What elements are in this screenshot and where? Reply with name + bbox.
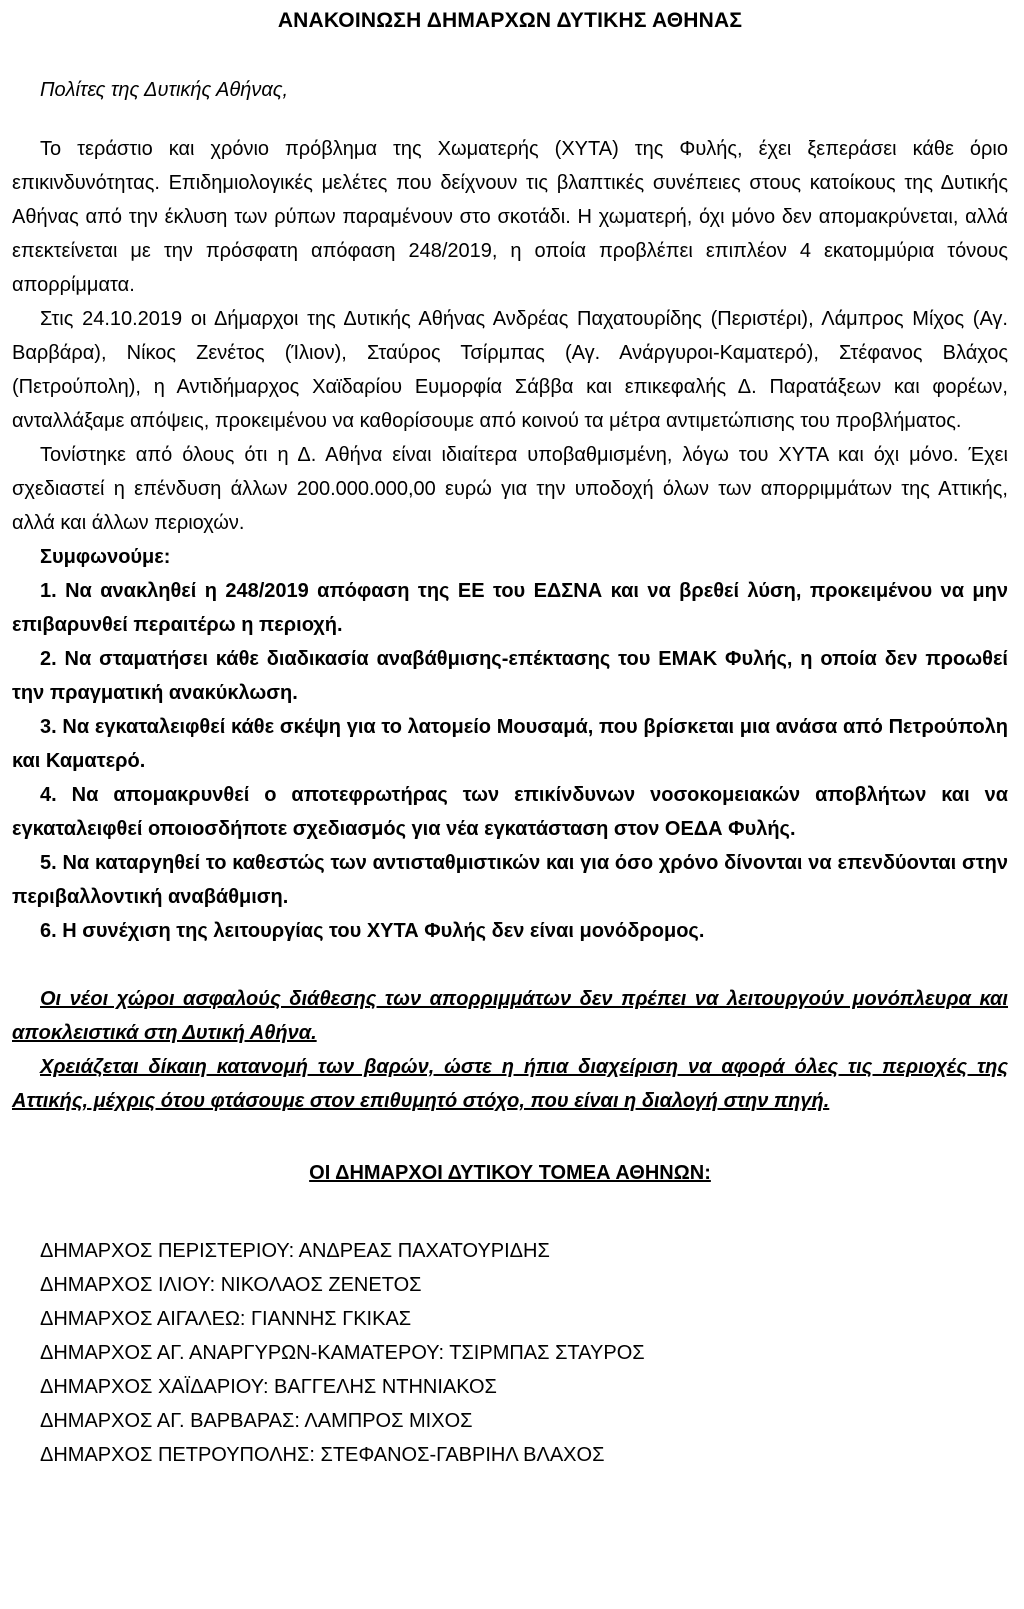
paragraph-degradation: Τονίστηκε από όλους ότι η Δ. Αθήνα είναι ιδιαίτερα υποβαθμισμένη, λόγω του ΧΥΤΑ και όχι μόνο. Έχει σχεδιαστεί η επένδυση άλλων 200.000.000,00 ευρώ για την υποδοχή όλων των απορριμμάτων της Αττικής, αλλά και άλλων περιοχών.: [12, 444, 1008, 534]
agreement-list: [12, 574, 1008, 948]
agreement-item: 2. Να σταματήσει κάθε διαδικασία αναβάθμισης-επέκτασης του ΕΜΑΚ Φυλής, η οποία δεν προωθεί την πραγματική ανακύκλωση.: [12, 648, 1008, 704]
agreement-item: 1. Να ανακληθεί η 248/2019 απόφαση της ΕΕ του ΕΔΣΝΑ και να βρεθεί λύση, προκειμένου να μην επιβαρυνθεί περαιτέρω η περιοχή.: [12, 580, 1008, 636]
mayor-entry: ΔΗΜΑΡΧΟΣ ΑΓ. ΑΝΑΡΓΥΡΩΝ-ΚΑΜΑΤΕΡΟΥ: ΤΣΙΡΜΠΑΣ ΣΤΑΥΡΟΣ: [40, 1342, 645, 1364]
mayors-list: [40, 1234, 1008, 1472]
agreement-item: 5. Να καταργηθεί το καθεστώς των αντισταθμιστικών και για όσο χρόνο δίνονται να επενδύονται στην περιβαλλοντική αναβάθμιση.: [12, 852, 1008, 908]
mayor-entry: ΔΗΜΑΡΧΟΣ ΑΙΓΑΛΕΩ: ΓΙΑΝΝΗΣ ΓΚΙΚΑΣ: [40, 1308, 412, 1330]
greeting: Πολίτες της Δυτικής Αθήνας,: [40, 79, 289, 101]
mayor-entry: ΔΗΜΑΡΧΟΣ ΑΓ. ΒΑΡΒΑΡΑΣ: ΛΑΜΠΡΟΣ ΜΙΧΟΣ: [40, 1410, 473, 1432]
mayor-entry: ΔΗΜΑΡΧΟΣ ΙΛΙΟΥ: ΝΙΚΟΛΑΟΣ ΖΕΝΕΤΟΣ: [40, 1274, 422, 1296]
mayor-entry: ΔΗΜΑΡΧΟΣ ΠΕΤΡΟΥΠΟΛΗΣ: ΣΤΕΦΑΝΟΣ-ΓΑΒΡΙΗΛ ΒΛΑΧΟΣ: [40, 1444, 605, 1466]
agreement-item: 6. Η συνέχιση της λειτουργίας του ΧΥΤΑ Φυλής δεν είναι μονόδρομος.: [40, 920, 705, 942]
agreement-item: 4. Να απομακρυνθεί ο αποτεφρωτήρας των επικίνδυνων νοσοκομειακών αποβλήτων και να εγκαταλειφθεί οποιοσδήποτε σχεδιασμός για νέα εγκατάσταση στον ΟΕΔΑ Φυλής.: [12, 784, 1008, 840]
signoff-title: ΟΙ ΔΗΜΑΡΧΟΙ ΔΥΤΙΚΟΥ ΤΟΜΕΑ ΑΘΗΝΩΝ:: [309, 1162, 711, 1184]
emphasis-paragraph: Οι νέοι χώροι ασφαλούς διάθεσης των απορριμμάτων δεν πρέπει να λειτουργούν μονόπλευρα και αποκλειστικά στη Δυτική Αθήνα.: [12, 988, 1008, 1044]
emphasis-paragraph: Χρειάζεται δίκαιη κατανομή των βαρών, ώστε η ήπια διαχείριση να αφορά όλες τις περιοχές της Αττικής, μέχρις ότου φτάσουμε στον επιθυμητό στόχο, που είναι η διαλογή στην πηγή.: [12, 1056, 1008, 1112]
mayor-entry: ΔΗΜΑΡΧΟΣ ΧΑΪΔΑΡΙΟΥ: ΒΑΓΓΕΛΗΣ ΝΤΗΝΙΑΚΟΣ: [40, 1376, 497, 1398]
document-title: ΑΝΑΚΟΙΝΩΣΗ ΔΗΜΑΡΧΩΝ ΔΥΤΙΚΗΣ ΑΘΗΝΑΣ: [277, 9, 743, 32]
document-page: [12, 0, 1008, 1609]
agreement-item: 3. Να εγκαταλειφθεί κάθε σκέψη για το λατομείο Μουσαμά, που βρίσκεται μια ανάσα από Πετρούπολη και Καματερό.: [12, 716, 1008, 772]
mayor-entry: ΔΗΜΑΡΧΟΣ ΠΕΡΙΣΤΕΡΙΟΥ: ΑΝΔΡΕΑΣ ΠΑΧΑΤΟΥΡΙΔΗΣ: [40, 1240, 550, 1262]
paragraph-intro: Το τεράστιο και χρόνιο πρόβλημα της Χωματερής (ΧΥΤΑ) της Φυλής, έχει ξεπεράσει κάθε όριο επικινδυνότητας. Επιδημιολογικές μελέτες που δείχνουν τις βλαπτικές συνέπειες στους κατοίκους της Δυτικής Αθήνας από την έκλυση των ρύπων παραμένουν στο σκοτάδι. Η χωματερή, όχι μόνο δεν απομακρύνεται, αλλά επεκτείνεται με την πρόσφατη απόφαση 248/2019, η οποία προβλέπει επιπλέον 4 εκατομμύρια τόνους απορρίμματα.: [12, 138, 1008, 296]
paragraph-meeting: Στις 24.10.2019 οι Δήμαρχοι της Δυτικής Αθήνας Ανδρέας Παχατουρίδης (Περιστέρι), Λάμπρος Μίχος (Αγ. Βαρβάρα), Νίκος Ζενέτος (Ίλιον), Σταύρος Τσίρμπας (Αγ. Ανάργυροι-Καματερό), Στέφανος Βλάχος (Πετρούπολη), η Αντιδήμαρχος Χαϊδαρίου Ευμορφία Σάββα και επικεφαλής Δ. Παρατάξεων και φορέων, ανταλλάξαμε απόψεις, προκειμένου να καθορίσουμε από κοινού τα μέτρα αντιμετώπισης του προβλήματος.: [12, 308, 1008, 432]
agreement-heading: Συμφωνούμε:: [40, 546, 171, 568]
